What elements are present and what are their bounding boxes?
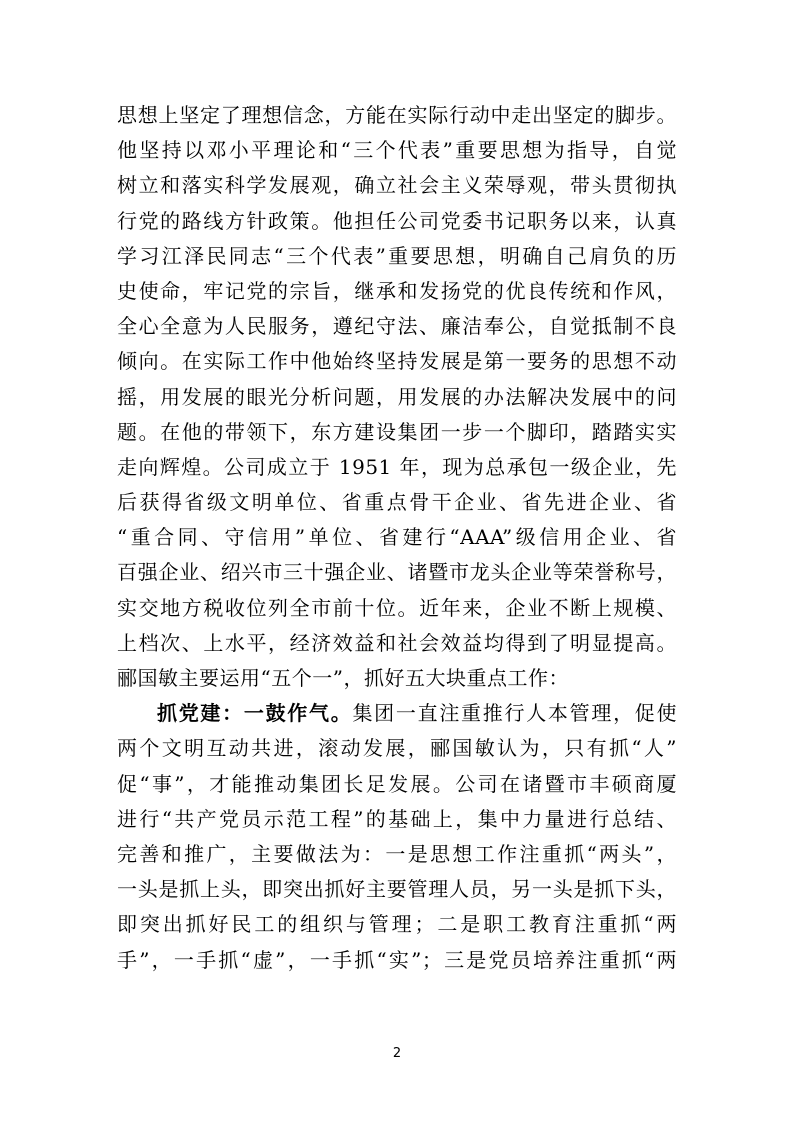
section-line: 完善和推广，主要做法为：一是思想工作注重抓“两头”，	[117, 841, 677, 866]
paragraph-line: 倾向。在实际工作中他始终坚持发展是第一要务的思想不动	[117, 349, 677, 374]
section-line: 两个文明互动共进，滚动发展，郦国敏认为，只有抓“人”	[117, 736, 677, 761]
section-line: 一头是抓上头，即突出抓好主要管理人员，另一头是抓下头，	[117, 877, 677, 902]
paragraph-line: “重合同、守信用”单位、省建行“AAA”级信用企业、省	[117, 525, 677, 550]
paragraph-line: 百强企业、绍兴市三十强企业、诸暨市龙头企业等荣誉称号，	[117, 560, 677, 585]
section-line: 促“事”，才能推动集团长足发展。公司在诸暨市丰硕商厦	[117, 771, 677, 796]
section-first-line	[117, 696, 677, 731]
paragraph-line: 后获得省级文明单位、省重点骨干企业、省先进企业、省	[117, 490, 677, 515]
paragraph-line: 行党的路线方针政策。他担任公司党委书记职务以来，认真	[117, 208, 677, 233]
paragraph-line: 郦国敏主要运用“五个一”，抓好五大块重点工作：	[117, 666, 569, 690]
paragraph-line: 实交地方税收位列全市前十位。近年来，企业不断上规模、	[117, 595, 677, 620]
page-number: 2	[392, 1046, 402, 1061]
paragraph-line: 史使命，牢记党的宗旨，继承和发扬党的优良传统和作风，	[117, 278, 677, 303]
section-line: 即突出抓好民工的组织与管理；二是职工教育注重抓“两	[117, 912, 677, 937]
paragraph-line: 上档次、上水平，经济效益和社会效益均得到了明显提高。	[117, 630, 677, 655]
paragraph-line: 树立和落实科学发展观，确立社会主义荣辱观，带头贯彻执	[117, 173, 677, 198]
paragraph-line: 走向辉煌。公司成立于 1951 年，现为总承包一级企业，先	[117, 454, 677, 479]
paragraph-line: 他坚持以邓小平理论和“三个代表”重要思想为指导，自觉	[117, 138, 677, 163]
section-line: 进行“共产党员示范工程”的基础上，集中力量进行总结、	[117, 806, 677, 831]
section-line: 手”，一手抓“虚”，一手抓“实”；三是党员培养注重抓“两	[117, 947, 677, 972]
body-text	[117, 98, 677, 978]
paragraph-line: 学习江泽民同志“三个代表”重要思想，明确自己肩负的历	[117, 243, 677, 268]
section-first-line-text: 集团一直注重推行人本管理，促使	[352, 701, 678, 726]
paragraph-line: 全心全意为人民服务，遵纪守法、廉洁奉公，自觉抵制不良	[117, 314, 677, 339]
paragraph-line: 摇，用发展的眼光分析问题，用发展的办法解决发展中的问	[117, 384, 677, 409]
section-heading: 抓党建：一鼓作气。	[157, 701, 353, 726]
paragraph-line: 题。在他的带领下，东方建设集团一步一个脚印，踏踏实实	[117, 419, 677, 444]
paragraph-line: 思想上坚定了理想信念，方能在实际行动中走出坚定的脚步。	[117, 103, 677, 127]
